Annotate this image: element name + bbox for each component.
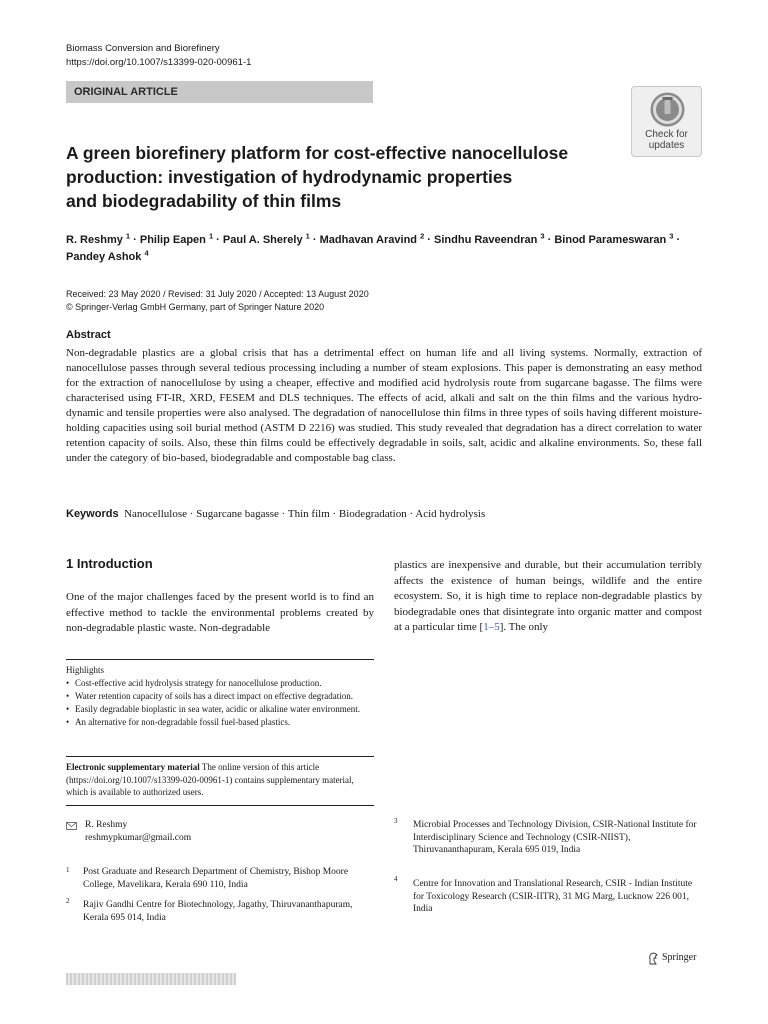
author-affiliation: 1 [305, 231, 310, 241]
highlights-list [66, 677, 374, 728]
affiliation-text: Rajiv Gandhi Centre for Biotechnology, Jagathy, Thiruvananthapuram, Kerala 695 014, India [83, 900, 353, 923]
author-name[interactable]: Madhavan Aravind [319, 234, 418, 246]
abstract-text: Non-degradable plastics are a global crisis that has a detrimental effect on human life and all living systems. Normally, extraction of nanocellulose passes through several tedious processing including a number of steam explosions. This paper is demonstrating an easy method for the extraction of nanocellulose by using a cheaper, effective and modified acid hydrolysis route from sugarcane bagasse. The films were characterised using FT-IR, XRD, FESEM and DLS techniques. The effects of acid, alkali and salt on the thin films and the various hydro-dynamic and tensile properties were also analysed. The degradation of nanocellulose thin films in three types of soils having different moisture-holding capacities using soil burial method (ASTM D 2216) was studied. This study revealed that degradation has a direct correlation to water retention capacity of soils. Also, these thin films could be effectively degradable in soils, salt, acidic and alkaline environments. So, these fall under the category of bio-based, biodegradable and compostable bag class. [66, 347, 702, 464]
affiliation-number: 4 [394, 875, 398, 883]
intro-paragraph-left: One of the major challenges faced by the present world is to find an effective method to tackle the environmental problems created by non-degradable plastic waste. Non-degradable [66, 591, 374, 634]
doi-link[interactable]: https://doi.org/10.1007/s13399-020-00961-1 [66, 57, 252, 68]
author-affiliation: 1 [208, 231, 214, 241]
author-name[interactable]: Binod Parameswaran [554, 234, 667, 246]
badge-line1: Check for [645, 129, 688, 140]
article-dates: Received: 23 May 2020 / Revised: 31 July 2020 / Accepted: 13 August 2020 [66, 289, 369, 299]
author-name[interactable]: R. Reshmy [66, 234, 123, 246]
author-affiliation: 3 [540, 231, 545, 241]
author-name[interactable]: Pandey Ashok [66, 251, 142, 263]
keywords-label: Keywords [66, 508, 119, 520]
citation-link[interactable]: 1–5 [483, 621, 500, 633]
check-for-updates-icon [649, 91, 686, 128]
title-line-3: and biodegradability of thin films [66, 191, 342, 211]
highlight-item: • Water retention capacity of soils has a direct impact on effective degradation. [66, 690, 374, 702]
badge-line2: updates [648, 140, 685, 151]
highlight-item: • An alternative for non-degradable fossil fuel-based plastics. [66, 716, 374, 728]
highlight-item: • Easily degradable bioplastic in sea water, acidic or alkaline water environment. [66, 703, 374, 715]
corresponding-author-email[interactable]: reshmypkumar@gmail.com [85, 832, 192, 843]
keywords [66, 508, 485, 520]
affiliation-number: 1 [66, 866, 70, 874]
highlights-title: Highlights [66, 665, 105, 675]
paper-title [66, 141, 606, 213]
title-line-1: A green biorefinery platform for cost-effective nanocellulose [66, 143, 569, 163]
intro-paragraph-right [394, 558, 702, 636]
esm-text: The online version of this article ( [66, 762, 320, 785]
journal-name: Biomass Conversion and Biorefinery [66, 43, 220, 54]
keywords-list: Nanocellulose · Sugarcane bagasse · Thin film · Biodegradation · Acid hydrolysis [124, 508, 486, 520]
author-name[interactable]: Paul A. Sherely [222, 234, 303, 246]
author-affiliation: 4 [144, 248, 149, 258]
springer-horse-icon [647, 952, 659, 965]
corresponding-author-name: R. Reshmy [85, 820, 128, 830]
author-affiliation: 1 [125, 231, 131, 241]
envelope-icon [66, 822, 77, 830]
affiliation-number: 3 [394, 817, 398, 825]
intro-right-text-end: ]. The only [499, 621, 549, 633]
esm-label: Electronic supplementary material [66, 762, 200, 772]
author-name[interactable]: Philip Eapen [139, 234, 206, 246]
title-line-2: production: investigation of hydrodynamic properties [66, 167, 513, 187]
intro-right-text: plastics are inexpensive and durable, but their accumulation terribly affects the existence of human beings, wildlife and the entire ecosystem. So, it is high time to replace non-degradable plastics by biodegradable ones that disintegrate into organic matter and compost at a particular time [ [394, 559, 702, 633]
publisher-name: Springer [662, 952, 697, 963]
affiliation-text: Post Graduate and Research Department of Chemistry, Bishop Moore College, Mavelikara, Kerala 690 110, India [83, 867, 349, 890]
highlight-item: • Cost-effective acid hydrolysis strategy for nanocellulose production. [66, 677, 374, 689]
affiliation-number: 2 [66, 897, 70, 905]
publisher-logo [647, 951, 696, 965]
supplementary-material-note [66, 756, 374, 806]
highlights-box [66, 659, 374, 728]
author-affiliation: 3 [669, 231, 674, 241]
section-heading-introduction: 1 Introduction [66, 556, 153, 571]
affiliation-text: Microbial Processes and Technology Division, CSIR-National Institute for Interdisciplinary Science and Technology (CSIR-NIIST), Thiruvananthapuram, Kerala 695 019, India [413, 820, 697, 855]
article-type-bar [66, 81, 373, 103]
abstract-heading: Abstract [66, 329, 111, 341]
footer-watermark-bar [66, 973, 236, 985]
copyright-notice: © Springer-Verlag GmbH Germany, part of Springer Nature 2020 [66, 302, 325, 312]
author-name[interactable]: Sindhu Raveendran [434, 234, 538, 246]
esm-text-end: ) contains supplementary material, which is available to authorized users. [66, 774, 354, 797]
article-type: ORIGINAL ARTICLE [74, 86, 178, 98]
affiliation-text: Centre for Innovation and Translational Research, CSIR - Indian Institute for Toxicology Research (CSIR-IITR), 31 MG Marg, Lucknow 226 001, India [413, 879, 693, 914]
author-affiliation: 2 [420, 231, 425, 241]
author-list: R. Reshmy $^1$ · Philip Eapen $^1$ · Paul A. Sherely $^1$ · Madhavan Aravind $^2$ · Sindhu Raveendran $^3$ · Binod Parameswaran $^3$ · Pandey Ashok $^4$ [66, 231, 681, 263]
corresponding-author [85, 819, 191, 844]
esm-link[interactable]: https://doi.org/10.1007/s13399-020-00961-1 [69, 774, 230, 785]
check-for-updates-badge[interactable] [631, 86, 702, 157]
